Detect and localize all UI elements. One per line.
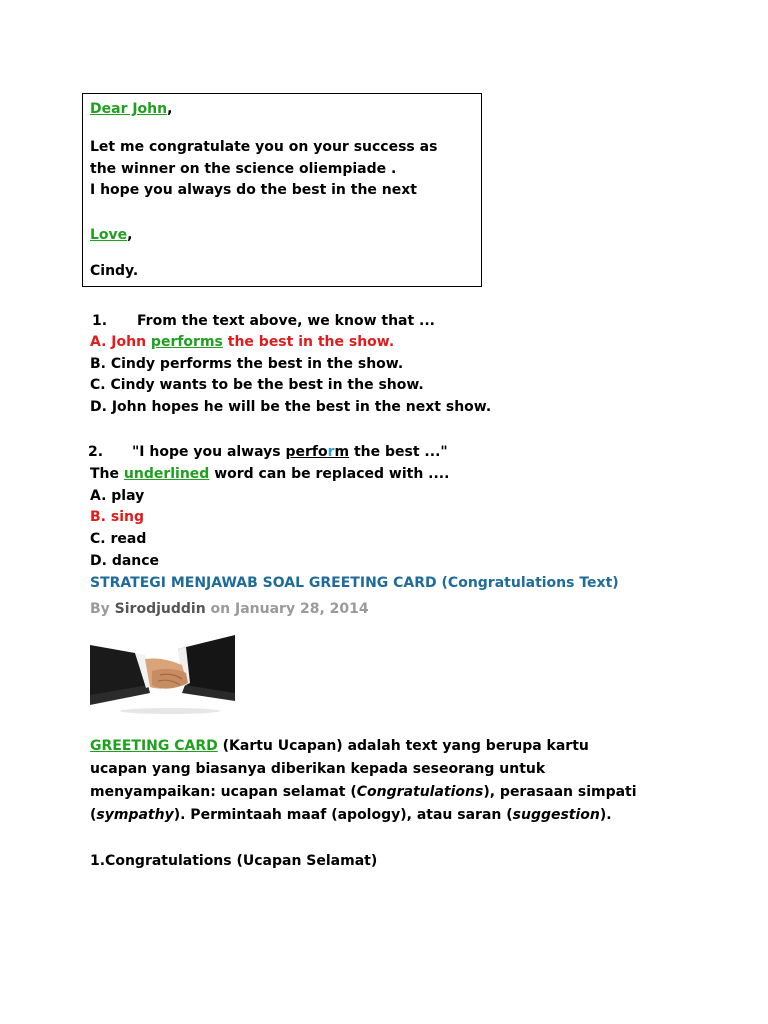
letter-body-1: Let me congratulate you on your success as xyxy=(90,139,438,155)
q2-word-p2: r xyxy=(327,444,335,460)
para-line-3-pre: menyampaikan: ucapan selamat ( xyxy=(90,784,357,800)
suggestion-italic: suggestion xyxy=(512,807,600,823)
closing-word: Love xyxy=(90,227,128,243)
para-line-4-mid: ). Permintaah maaf (apology), atau saran ( xyxy=(173,807,513,823)
para-line-2: ucapan yang biasanya diberikan kepada seseorang untuk xyxy=(90,761,546,777)
para-line-1-rest: (Kartu Ucapan) adalah text yang berupa kartu xyxy=(217,738,589,754)
letter-closing xyxy=(90,226,133,244)
byline-date: January 28, 2014 xyxy=(235,601,369,617)
closing-comma: , xyxy=(127,227,133,243)
salutation-name: Dear John xyxy=(90,101,168,117)
congratulations-italic: Congratulations xyxy=(356,784,484,800)
q1-a-rest: the best in the show. xyxy=(222,334,395,350)
letter-salutation xyxy=(90,100,172,118)
q2-line2-pre: The xyxy=(90,466,124,482)
q2-line2-key: underlined xyxy=(123,466,210,482)
q2-underlined-word xyxy=(285,444,349,460)
q2-option-c: C. read xyxy=(90,531,147,547)
para-line-1 xyxy=(90,737,589,755)
q1-prompt: From the text above, we know that ... xyxy=(137,313,435,329)
para-line-4-pre: ( xyxy=(90,807,97,823)
q2-word-p1: perfo xyxy=(285,444,328,460)
para-line-3-post: ), perasaan simpati xyxy=(483,784,637,800)
q1-a-key: performs xyxy=(150,334,223,350)
q1-option-a xyxy=(90,333,394,351)
q1-option-d: D. John hopes he will be the best in the next show. xyxy=(90,399,492,415)
sympathy-italic: sympathy xyxy=(96,807,174,823)
letter-signature: Cindy. xyxy=(90,263,139,279)
section-heading: 1.Congratulations (Ucapan Selamat) xyxy=(90,853,378,869)
para-line-3 xyxy=(90,783,637,801)
article-title: STRATEGI MENJAWAB SOAL GREETING CARD (Congratulations Text) xyxy=(90,575,619,591)
q2-prompt xyxy=(132,443,448,461)
para-line-4-post: ). xyxy=(599,807,612,823)
q2-prompt-pre: "I hope you always xyxy=(132,444,286,460)
para-line-4 xyxy=(90,806,612,824)
q2-number: 2. xyxy=(88,444,104,460)
q1-option-b: B. Cindy performs the best in the show. xyxy=(90,356,404,372)
letter-body-3: I hope you always do the best in the next xyxy=(90,182,417,198)
q1-a-prefix: A. John xyxy=(90,334,151,350)
q2-prompt-post: the best ..." xyxy=(349,444,448,460)
q2-line2-post: word can be replaced with .... xyxy=(209,466,450,482)
q2-line2 xyxy=(90,465,449,483)
article-byline xyxy=(90,600,369,618)
greeting-card-key: GREETING CARD xyxy=(90,738,218,754)
byline-by: By xyxy=(90,601,115,617)
q2-option-d: D. dance xyxy=(90,553,160,569)
handshake-image xyxy=(90,635,235,715)
q2-option-b: B. sing xyxy=(90,509,144,525)
salutation-comma: , xyxy=(167,101,173,117)
q1-number: 1. xyxy=(92,313,108,329)
byline-author[interactable]: Sirodjuddin xyxy=(114,601,206,617)
byline-on: on xyxy=(205,601,236,617)
q2-word-p3: m xyxy=(334,444,350,460)
q1-option-c: C. Cindy wants to be the best in the show. xyxy=(90,377,424,393)
q2-option-a: A. play xyxy=(90,488,145,504)
letter-body-2: the winner on the science oliempiade . xyxy=(90,161,397,177)
